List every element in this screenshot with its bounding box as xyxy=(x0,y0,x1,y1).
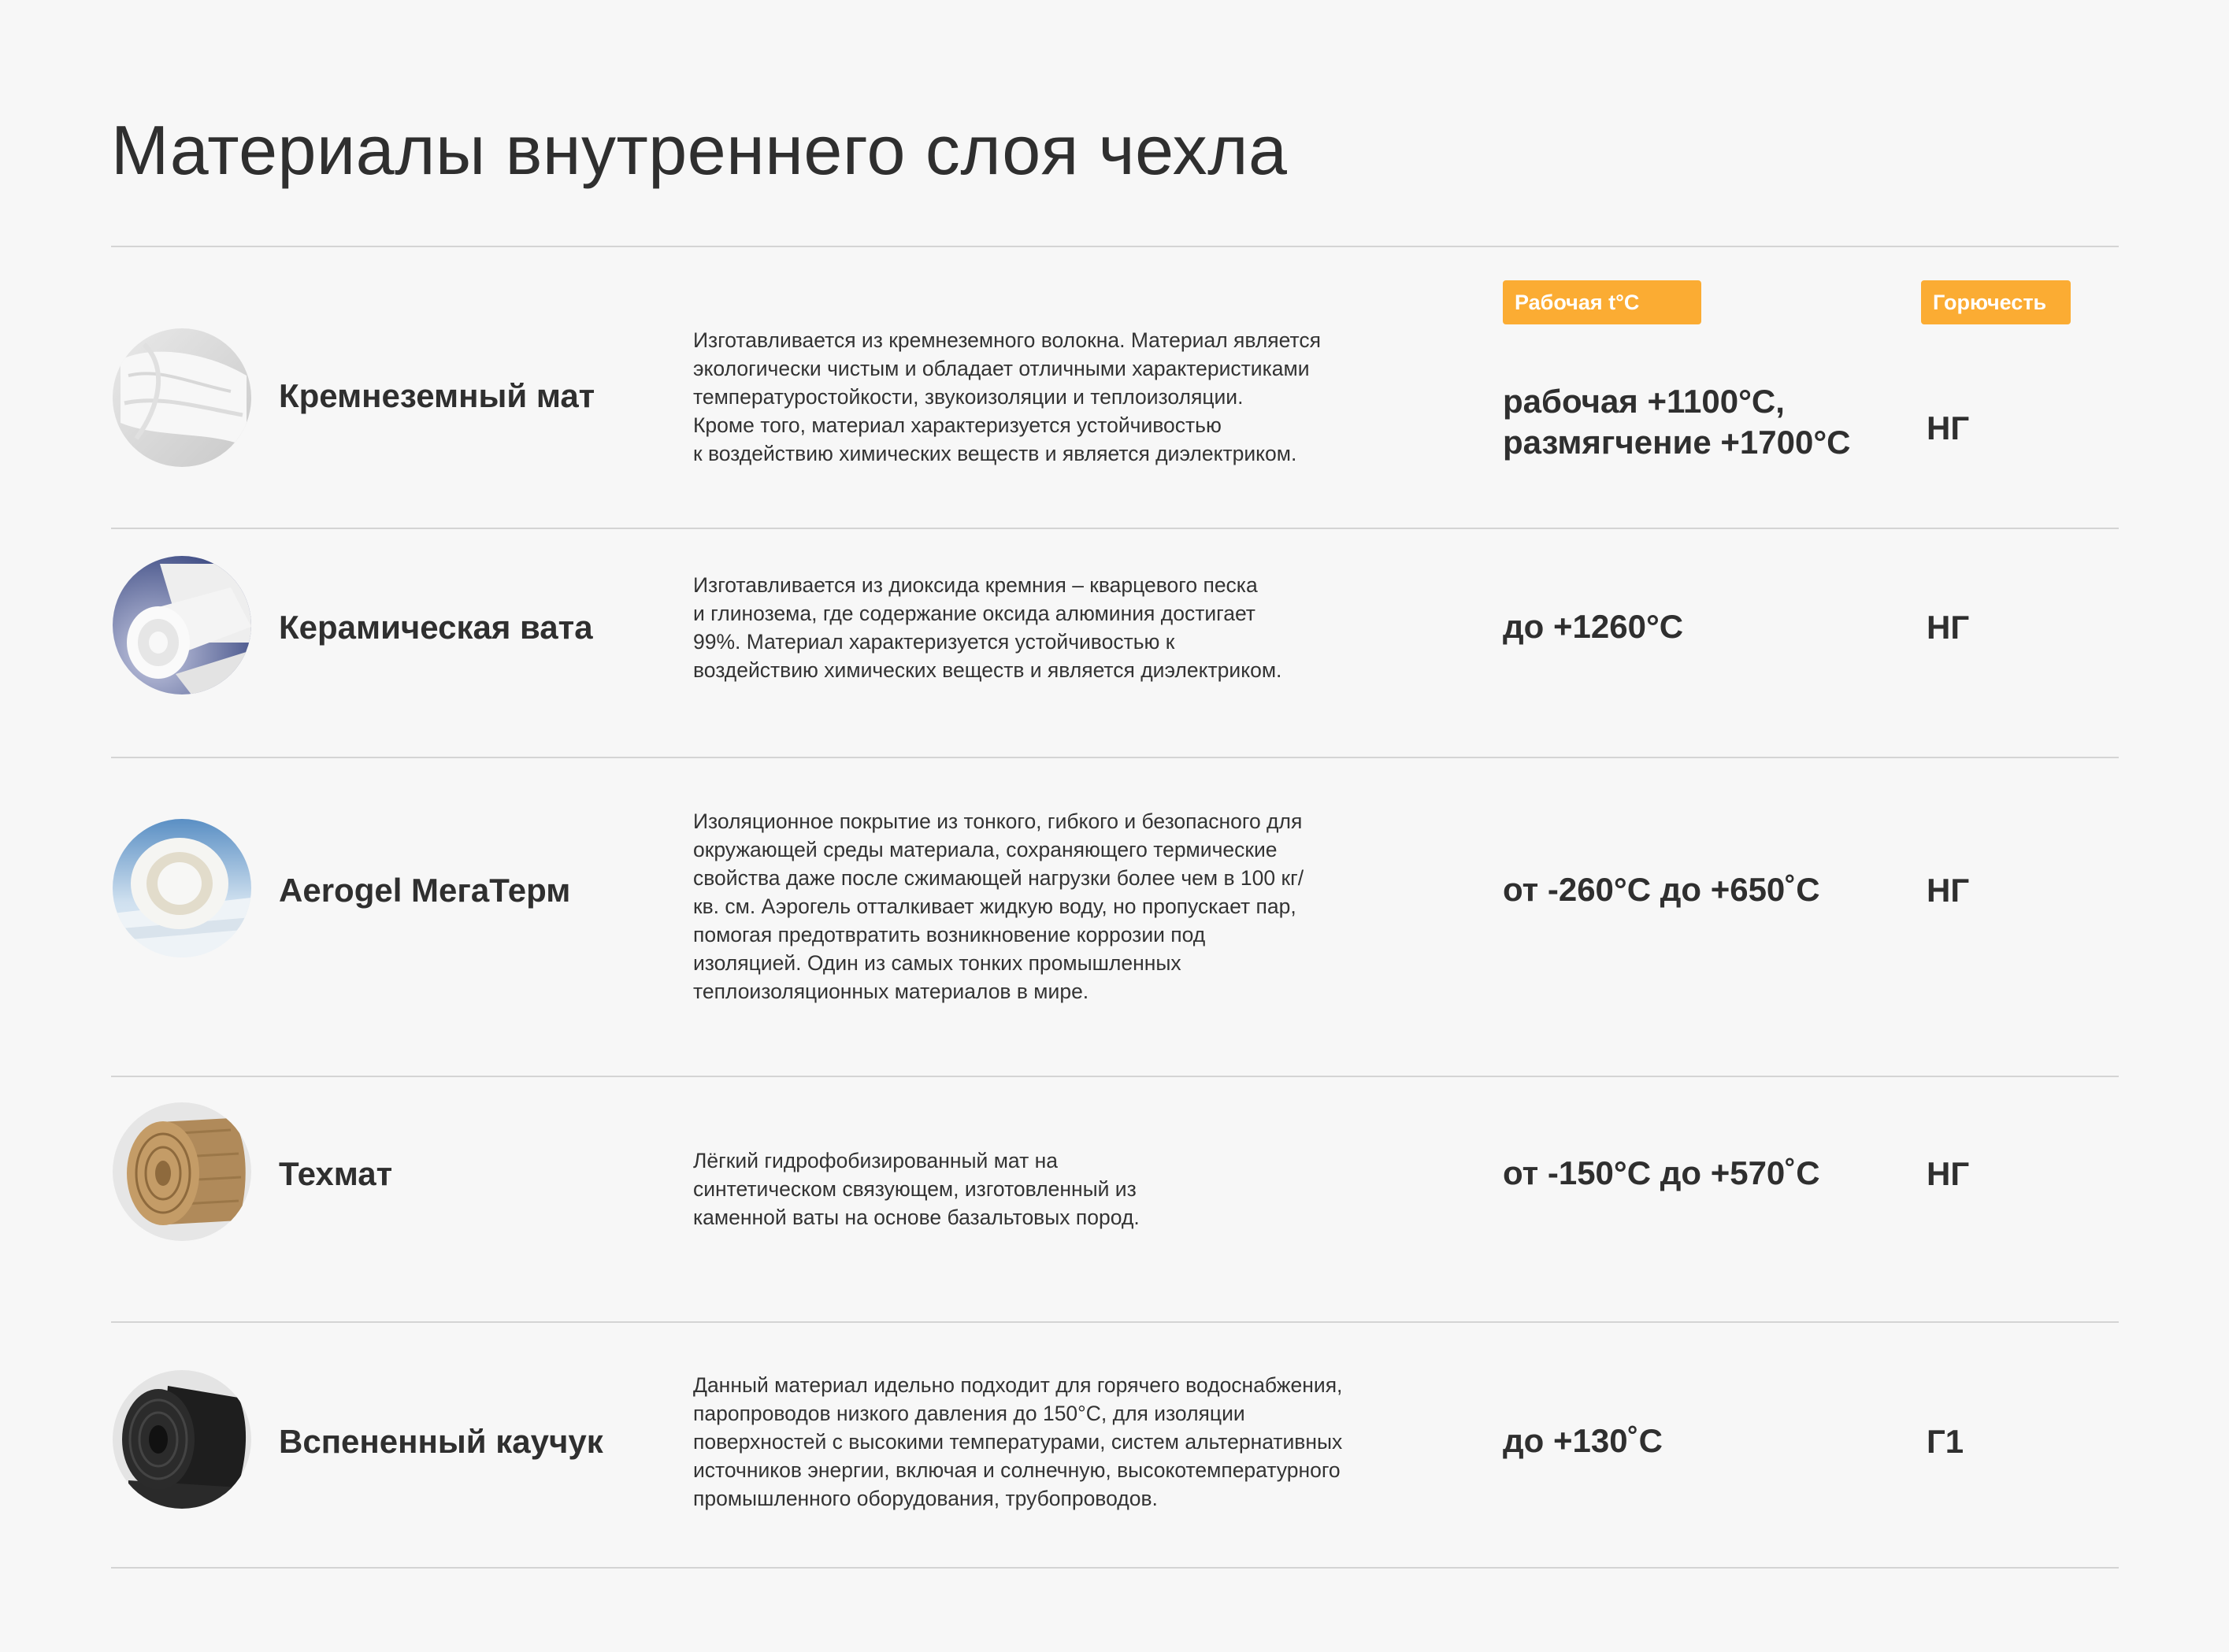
description-line: синтетическом связующем, изготовленный из xyxy=(693,1177,1137,1201)
working-temperature xyxy=(1503,381,1850,463)
description-line: Кроме того, материал характеризуется устойчивостью xyxy=(693,413,1222,437)
working-temperature xyxy=(1503,1420,1663,1461)
working-temperature xyxy=(1503,1153,1820,1194)
description-line: 99%. Материал характеризуется устойчивостью к xyxy=(693,630,1175,654)
black-rubber-roll-image xyxy=(113,1370,251,1509)
description-line: Изготавливается из диоксида кремния – кварцевого песка xyxy=(693,573,1258,597)
divider xyxy=(111,246,2119,247)
divider xyxy=(111,1321,2119,1323)
description-line: теплоизоляционных материалов в мире. xyxy=(693,980,1089,1003)
material-name: Aerogel МегаТерм xyxy=(279,872,571,909)
description-line: окружающей среды материала, сохраняющего термические xyxy=(693,838,1278,861)
ceramic-wool-roll-image xyxy=(113,556,251,695)
temperature-column-header: Рабочая t°C xyxy=(1503,280,1701,324)
temperature-line: до +1260°С xyxy=(1503,608,1684,645)
temperature-line: размягчение +1700°С xyxy=(1503,424,1851,461)
flammability-class: НГ xyxy=(1927,609,1970,646)
description-line: температуростойкости, звукоизоляции и теплоизоляции. xyxy=(693,385,1244,409)
temperature-line: от -260°С до +650˚С xyxy=(1503,871,1820,908)
flammability-column-header: Горючесть xyxy=(1921,280,2071,324)
aerogel-blanket-roll-image xyxy=(113,819,251,957)
flammability-class: НГ xyxy=(1927,1155,1970,1192)
description-line: источников энергии, включая и солнечную, высокотемпературного xyxy=(693,1458,1341,1482)
divider xyxy=(111,1076,2119,1077)
material-description xyxy=(693,1371,1433,1513)
material-name: Кремнеземный мат xyxy=(279,377,595,414)
working-temperature xyxy=(1503,606,1683,647)
description-line: и глинозема, где содержание оксида алюминия достигает xyxy=(693,602,1255,625)
description-line: паропроводов низкого давления до 150°С, для изоляции xyxy=(693,1402,1245,1425)
description-line: изоляцией. Один из самых тонких промышленных xyxy=(693,951,1181,975)
working-temperature xyxy=(1503,869,1820,910)
description-line: к воздействию химических веществ и является диэлектриком. xyxy=(693,442,1297,465)
material-description xyxy=(693,571,1433,684)
temperature-line: до +130˚С xyxy=(1503,1422,1663,1459)
temperature-line: от -150°С до +570˚С xyxy=(1503,1154,1820,1191)
divider xyxy=(111,757,2119,758)
material-description xyxy=(693,326,1433,468)
description-line: Изоляционное покрытие из тонкого, гибкого и безопасного для xyxy=(693,809,1303,833)
white-silica-mat-image xyxy=(113,328,251,467)
material-name: Вспененный каучук xyxy=(279,1423,603,1460)
description-line: воздействию химических веществ и является диэлектриком. xyxy=(693,658,1282,682)
divider xyxy=(111,528,2119,529)
material-description xyxy=(693,1146,1433,1232)
flammability-class: Г1 xyxy=(1927,1423,1964,1460)
page-title: Материалы внутреннего слоя чехла xyxy=(111,111,1288,189)
description-line: Изготавливается из кремнеземного волокна. Материал является xyxy=(693,328,1321,352)
flammability-class: НГ xyxy=(1927,409,1970,446)
basalt-wool-roll-image xyxy=(113,1102,251,1241)
description-line: экологически чистым и обладает отличными характеристиками xyxy=(693,357,1310,380)
material-name: Техмат xyxy=(279,1155,393,1192)
material-description xyxy=(693,807,1433,1006)
description-line: поверхностей с высокими температурами, систем альтернативных xyxy=(693,1430,1343,1454)
divider xyxy=(111,1567,2119,1569)
temperature-line: рабочая +1100°С, xyxy=(1503,383,1785,420)
material-name: Керамическая вата xyxy=(279,609,593,646)
description-line: Данный материал идельно подходит для горячего водоснабжения, xyxy=(693,1373,1343,1397)
description-line: помогая предотвратить возникновение коррозии под xyxy=(693,923,1206,946)
flammability-class: НГ xyxy=(1927,872,1970,909)
description-line: свойства даже после сжимающей нагрузки более чем в 100 кг/ xyxy=(693,866,1304,890)
description-line: каменной ваты на основе базальтовых пород. xyxy=(693,1206,1140,1229)
description-line: промышленного оборудования, трубопроводов. xyxy=(693,1487,1158,1510)
description-line: Лёгкий гидрофобизированный мат на xyxy=(693,1149,1058,1172)
description-line: кв. см. Аэрогель отталкивает жидкую воду, но пропускает пар, xyxy=(693,895,1296,918)
